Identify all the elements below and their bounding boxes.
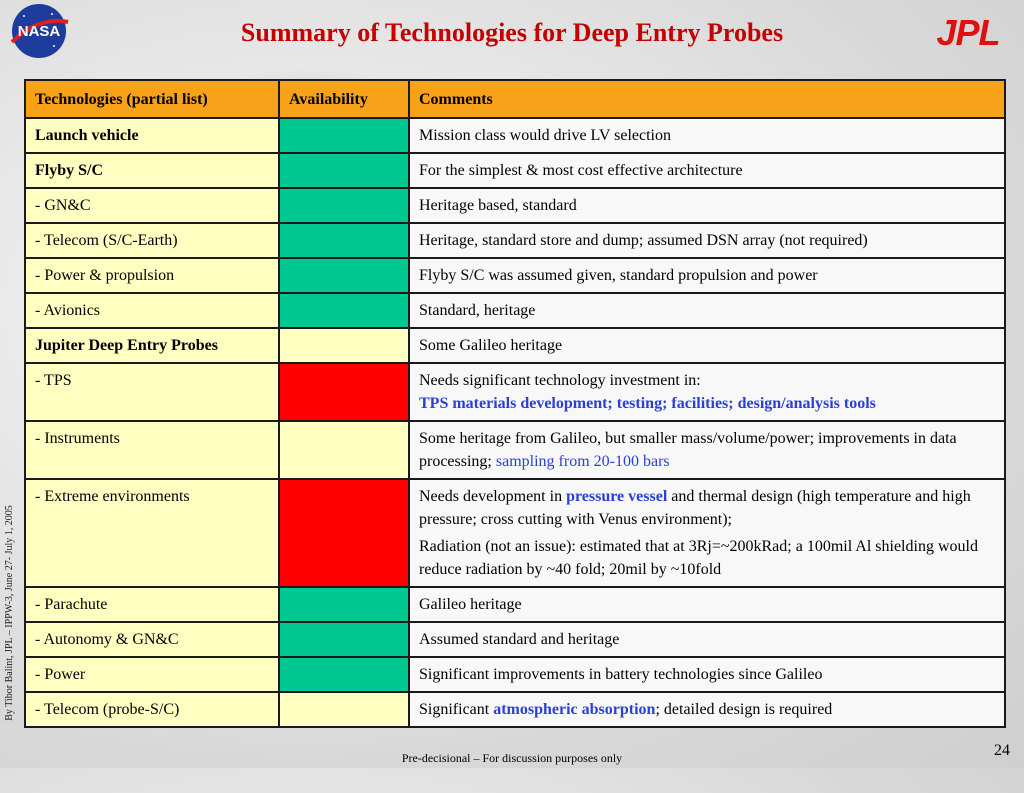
comment-cell [409, 421, 1005, 479]
comment-paragraph [419, 485, 995, 531]
table-row [25, 421, 1005, 479]
table-row [25, 363, 1005, 421]
comment-text: Needs significant technology investment in: [419, 372, 701, 389]
table-row [25, 622, 1005, 657]
table-row [25, 657, 1005, 692]
technology-cell: - Power & propulsion [25, 258, 279, 293]
technology-cell: - GN&C [25, 188, 279, 223]
comment-cell: Significant improvements in battery technologies since Galileo [409, 657, 1005, 692]
comment-cell: Assumed standard and heritage [409, 622, 1005, 657]
comment-cell: Heritage, standard store and dump; assumed DSN array (not required) [409, 223, 1005, 258]
availability-green-cell [279, 258, 409, 293]
table-header-row [25, 80, 1005, 118]
comment-text: Significant [419, 701, 494, 718]
comment-highlight: pressure vessel [566, 488, 668, 505]
page-number: 24 [994, 742, 1010, 759]
comment-cell: Standard, heritage [409, 293, 1005, 328]
comment-text: Needs development in [419, 488, 567, 505]
technology-cell: - Telecom (S/C-Earth) [25, 223, 279, 258]
table-row [25, 479, 1005, 587]
header-technologies: Technologies (partial list) [25, 80, 279, 118]
availability-yellow-cell [279, 692, 409, 727]
comment-text: and thermal design (high temperature and high pressure; cross cutting with Venus environment); [419, 488, 971, 528]
comment-highlight: TPS materials development; testing; facilities; design/analysis tools [419, 395, 876, 412]
footer-disclaimer: Pre-decisional – For discussion purposes only [401, 751, 623, 765]
table-row [25, 587, 1005, 622]
comment-paragraph: Radiation (not an issue): estimated that at 3Rj=~200kRad; a 100mil Al shielding would reduce radiation by ~40 fold; 20mil by ~10fold [419, 538, 978, 578]
comment-cell: Heritage based, standard [409, 188, 1005, 223]
technology-cell: Jupiter Deep Entry Probes [25, 328, 279, 363]
availability-yellow-cell [279, 328, 409, 363]
comment-highlight: sampling from 20-100 bars [495, 453, 670, 470]
availability-green-cell [279, 153, 409, 188]
table-row [25, 293, 1005, 328]
technology-cell: - Extreme environments [25, 479, 279, 587]
comment-cell: For the simplest & most cost effective architecture [409, 153, 1005, 188]
table-row [25, 188, 1005, 223]
table-row [25, 223, 1005, 258]
availability-green-cell [279, 587, 409, 622]
slide-title: Summary of Technologies for Deep Entry Probes [240, 18, 784, 47]
technology-cell: - TPS [25, 363, 279, 421]
comment-cell [409, 692, 1005, 727]
comment-cell: Galileo heritage [409, 587, 1005, 622]
comment-text: Some heritage from Galileo, but smaller mass/volume/power; improvements in data processing; [419, 430, 957, 470]
author-side-text: By Tibor Balint, JPL – IPPW-3, June 27- July 1, 2005 [4, 505, 15, 721]
table-row [25, 692, 1005, 727]
availability-green-cell [279, 622, 409, 657]
availability-green-cell [279, 188, 409, 223]
comment-text: ; detailed design is required [655, 701, 833, 718]
comment-highlight: atmospheric absorption [493, 701, 656, 718]
availability-red-cell [279, 363, 409, 421]
comment-cell [409, 363, 1005, 421]
technology-cell: - Avionics [25, 293, 279, 328]
comment-cell: Mission class would drive LV selection [409, 118, 1005, 153]
comment-cell: Flyby S/C was assumed given, standard propulsion and power [409, 258, 1005, 293]
jpl-logo-text: JPL [936, 14, 1000, 50]
table-row [25, 118, 1005, 153]
header-comments: Comments [409, 80, 1005, 118]
availability-green-cell [279, 293, 409, 328]
availability-green-cell [279, 118, 409, 153]
technology-cell: Flyby S/C [25, 153, 279, 188]
nasa-logo-text: NASA [17, 23, 61, 40]
table-row [25, 153, 1005, 188]
comment-cell [409, 479, 1005, 587]
technology-table [24, 79, 1006, 728]
table-row [25, 328, 1005, 363]
comment-cell: Some Galileo heritage [409, 328, 1005, 363]
availability-green-cell [279, 657, 409, 692]
availability-red-cell [279, 479, 409, 587]
technology-cell: - Autonomy & GN&C [25, 622, 279, 657]
availability-green-cell [279, 223, 409, 258]
technology-cell: - Instruments [25, 421, 279, 479]
table-row [25, 258, 1005, 293]
technology-cell: Launch vehicle [25, 118, 279, 153]
technology-cell: - Telecom (probe-S/C) [25, 692, 279, 727]
header-availability: Availability [279, 80, 409, 118]
technology-cell: - Power [25, 657, 279, 692]
technology-cell: - Parachute [25, 587, 279, 622]
availability-yellow-cell [279, 421, 409, 479]
